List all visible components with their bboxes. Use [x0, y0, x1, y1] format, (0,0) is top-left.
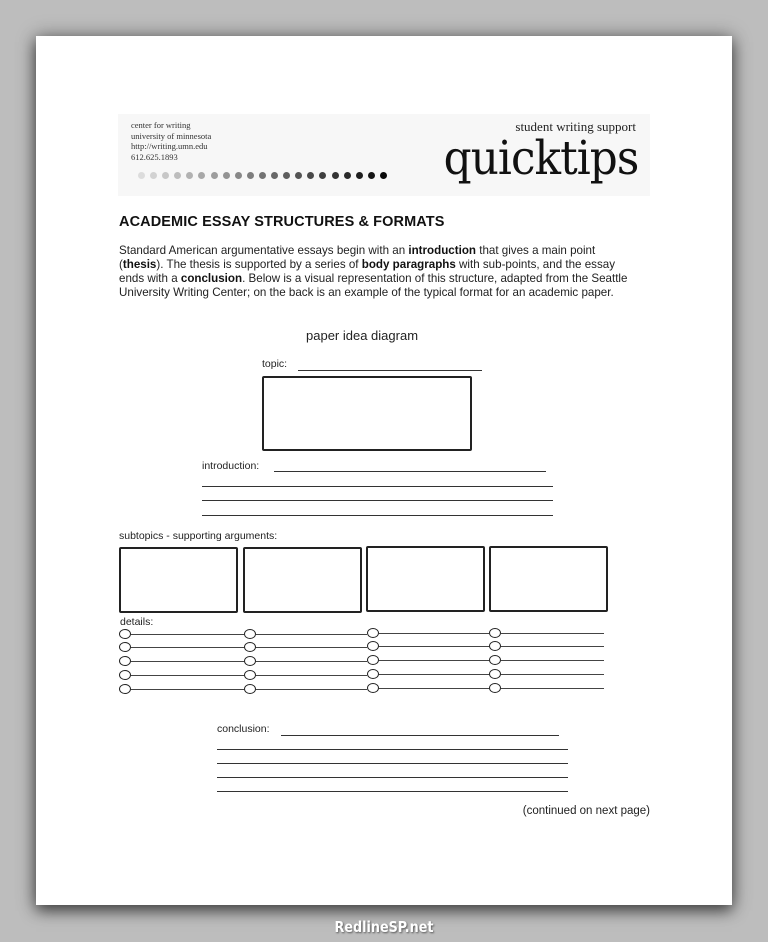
detail-line[interactable] — [379, 660, 489, 661]
detail-line[interactable] — [131, 647, 244, 648]
dot-icon — [235, 172, 242, 179]
org-name: center for writing — [131, 120, 191, 130]
dot-icon — [380, 172, 387, 179]
detail-line[interactable] — [256, 634, 367, 635]
dot-icon — [344, 172, 351, 179]
detail-bullet-icon — [244, 656, 256, 666]
intro-bold-conclusion: conclusion — [180, 272, 243, 285]
detail-bullet-icon — [367, 683, 379, 693]
detail-bullet-icon — [119, 629, 131, 639]
subtopic-box-4[interactable] — [489, 546, 608, 612]
dot-icon — [307, 172, 314, 179]
detail-line[interactable] — [131, 675, 244, 676]
document-page — [36, 36, 732, 905]
introduction-line[interactable] — [202, 500, 553, 501]
details-label: details: — [120, 616, 154, 628]
detail-bullet-icon — [367, 628, 379, 638]
topic-label: topic: — [262, 358, 288, 370]
intro-text: Standard American argumentative essays begin with an — [119, 244, 409, 257]
dot-icon — [223, 172, 230, 179]
intro-bold-introduction: introduction — [408, 244, 476, 257]
intro-text: that gives a main point ( — [119, 244, 596, 271]
detail-line[interactable] — [379, 646, 489, 647]
introduction-line[interactable] — [202, 486, 553, 487]
detail-bullet-icon — [119, 670, 131, 680]
detail-bullet-icon — [244, 642, 256, 652]
conclusion-line[interactable] — [217, 763, 568, 764]
detail-line[interactable] — [501, 674, 604, 675]
dot-icon — [319, 172, 326, 179]
detail-line[interactable] — [256, 647, 367, 648]
detail-bullet-icon — [367, 669, 379, 679]
detail-bullet-icon — [119, 684, 131, 694]
detail-line[interactable] — [256, 661, 367, 662]
detail-line[interactable] — [501, 660, 604, 661]
dot-icon — [162, 172, 169, 179]
subtopic-box-1[interactable] — [119, 547, 238, 613]
subtopic-box-2[interactable] — [243, 547, 362, 613]
org-url: http://writing.umn.edu — [131, 141, 208, 152]
dot-icon — [259, 172, 266, 179]
detail-bullet-icon — [244, 629, 256, 639]
dot-icon — [368, 172, 375, 179]
detail-bullet-icon — [119, 656, 131, 666]
intro-text: ). The thesis is supported by a series of — [156, 258, 362, 271]
dot-icon — [186, 172, 193, 179]
detail-line[interactable] — [131, 661, 244, 662]
detail-line[interactable] — [379, 688, 489, 689]
dot-icon — [150, 172, 157, 179]
detail-line[interactable] — [501, 646, 604, 647]
detail-line[interactable] — [379, 674, 489, 675]
document-title: ACADEMIC ESSAY STRUCTURES & FORMATS — [119, 214, 445, 230]
detail-bullet-icon — [489, 628, 501, 638]
dot-icon — [295, 172, 302, 179]
dot-icon — [138, 172, 145, 179]
detail-bullet-icon — [244, 684, 256, 694]
detail-bullet-icon — [367, 641, 379, 651]
dot-icon — [247, 172, 254, 179]
conclusion-line[interactable] — [217, 777, 568, 778]
introduction-label: introduction: — [202, 460, 260, 472]
detail-bullet-icon — [119, 642, 131, 652]
quicktips-banner — [118, 114, 650, 196]
detail-bullet-icon — [489, 683, 501, 693]
conclusion-line[interactable] — [217, 749, 568, 750]
detail-bullet-icon — [367, 655, 379, 665]
conclusion-label: conclusion: — [217, 723, 270, 735]
dot-icon — [198, 172, 205, 179]
intro-bold-body-paragraphs: body paragraphs — [361, 258, 456, 271]
dot-icon — [211, 172, 218, 179]
intro-text: with sub-points, and the essay ends with a — [119, 258, 615, 285]
banner-tagline: student writing support — [515, 119, 636, 134]
conclusion-line[interactable] — [281, 735, 559, 736]
subtopic-box-3[interactable] — [366, 546, 485, 612]
detail-bullet-icon — [489, 655, 501, 665]
introduction-line[interactable] — [202, 515, 553, 516]
topic-line[interactable] — [298, 370, 482, 371]
banner-brand: quicktips — [443, 131, 638, 186]
detail-bullet-icon — [489, 669, 501, 679]
dot-icon — [271, 172, 278, 179]
detail-bullet-icon — [489, 641, 501, 651]
detail-line[interactable] — [256, 675, 367, 676]
topic-box[interactable] — [262, 376, 472, 451]
intro-paragraph — [119, 244, 639, 300]
detail-bullet-icon — [244, 670, 256, 680]
conclusion-line[interactable] — [217, 791, 568, 792]
detail-line[interactable] — [501, 688, 604, 689]
diagram-title: paper idea diagram — [306, 328, 419, 343]
intro-text: . Below is a visual representation of this structure, adapted from the Seattle University Writing Center; on the back is an example of the typical format for an academic paper. — [119, 272, 628, 299]
detail-line[interactable] — [379, 633, 489, 634]
detail-line[interactable] — [256, 689, 367, 690]
dot-icon — [174, 172, 181, 179]
org-phone: 612.625.1893 — [131, 151, 178, 162]
introduction-line[interactable] — [274, 471, 546, 472]
org-university: university of minnesota — [131, 130, 212, 141]
org-contact-block — [131, 120, 211, 162]
detail-line[interactable] — [131, 689, 244, 690]
watermark: RedlineSP.net — [334, 918, 434, 936]
continued-note: (continued on next page) — [522, 805, 650, 817]
subtopics-label: subtopics - supporting arguments: — [119, 530, 278, 542]
dot-icon — [283, 172, 290, 179]
detail-line[interactable] — [131, 634, 244, 635]
dot-gradient-decoration — [138, 172, 387, 180]
detail-line[interactable] — [501, 633, 604, 634]
dot-icon — [356, 172, 363, 179]
dot-icon — [332, 172, 339, 179]
intro-bold-thesis: thesis — [122, 258, 157, 271]
